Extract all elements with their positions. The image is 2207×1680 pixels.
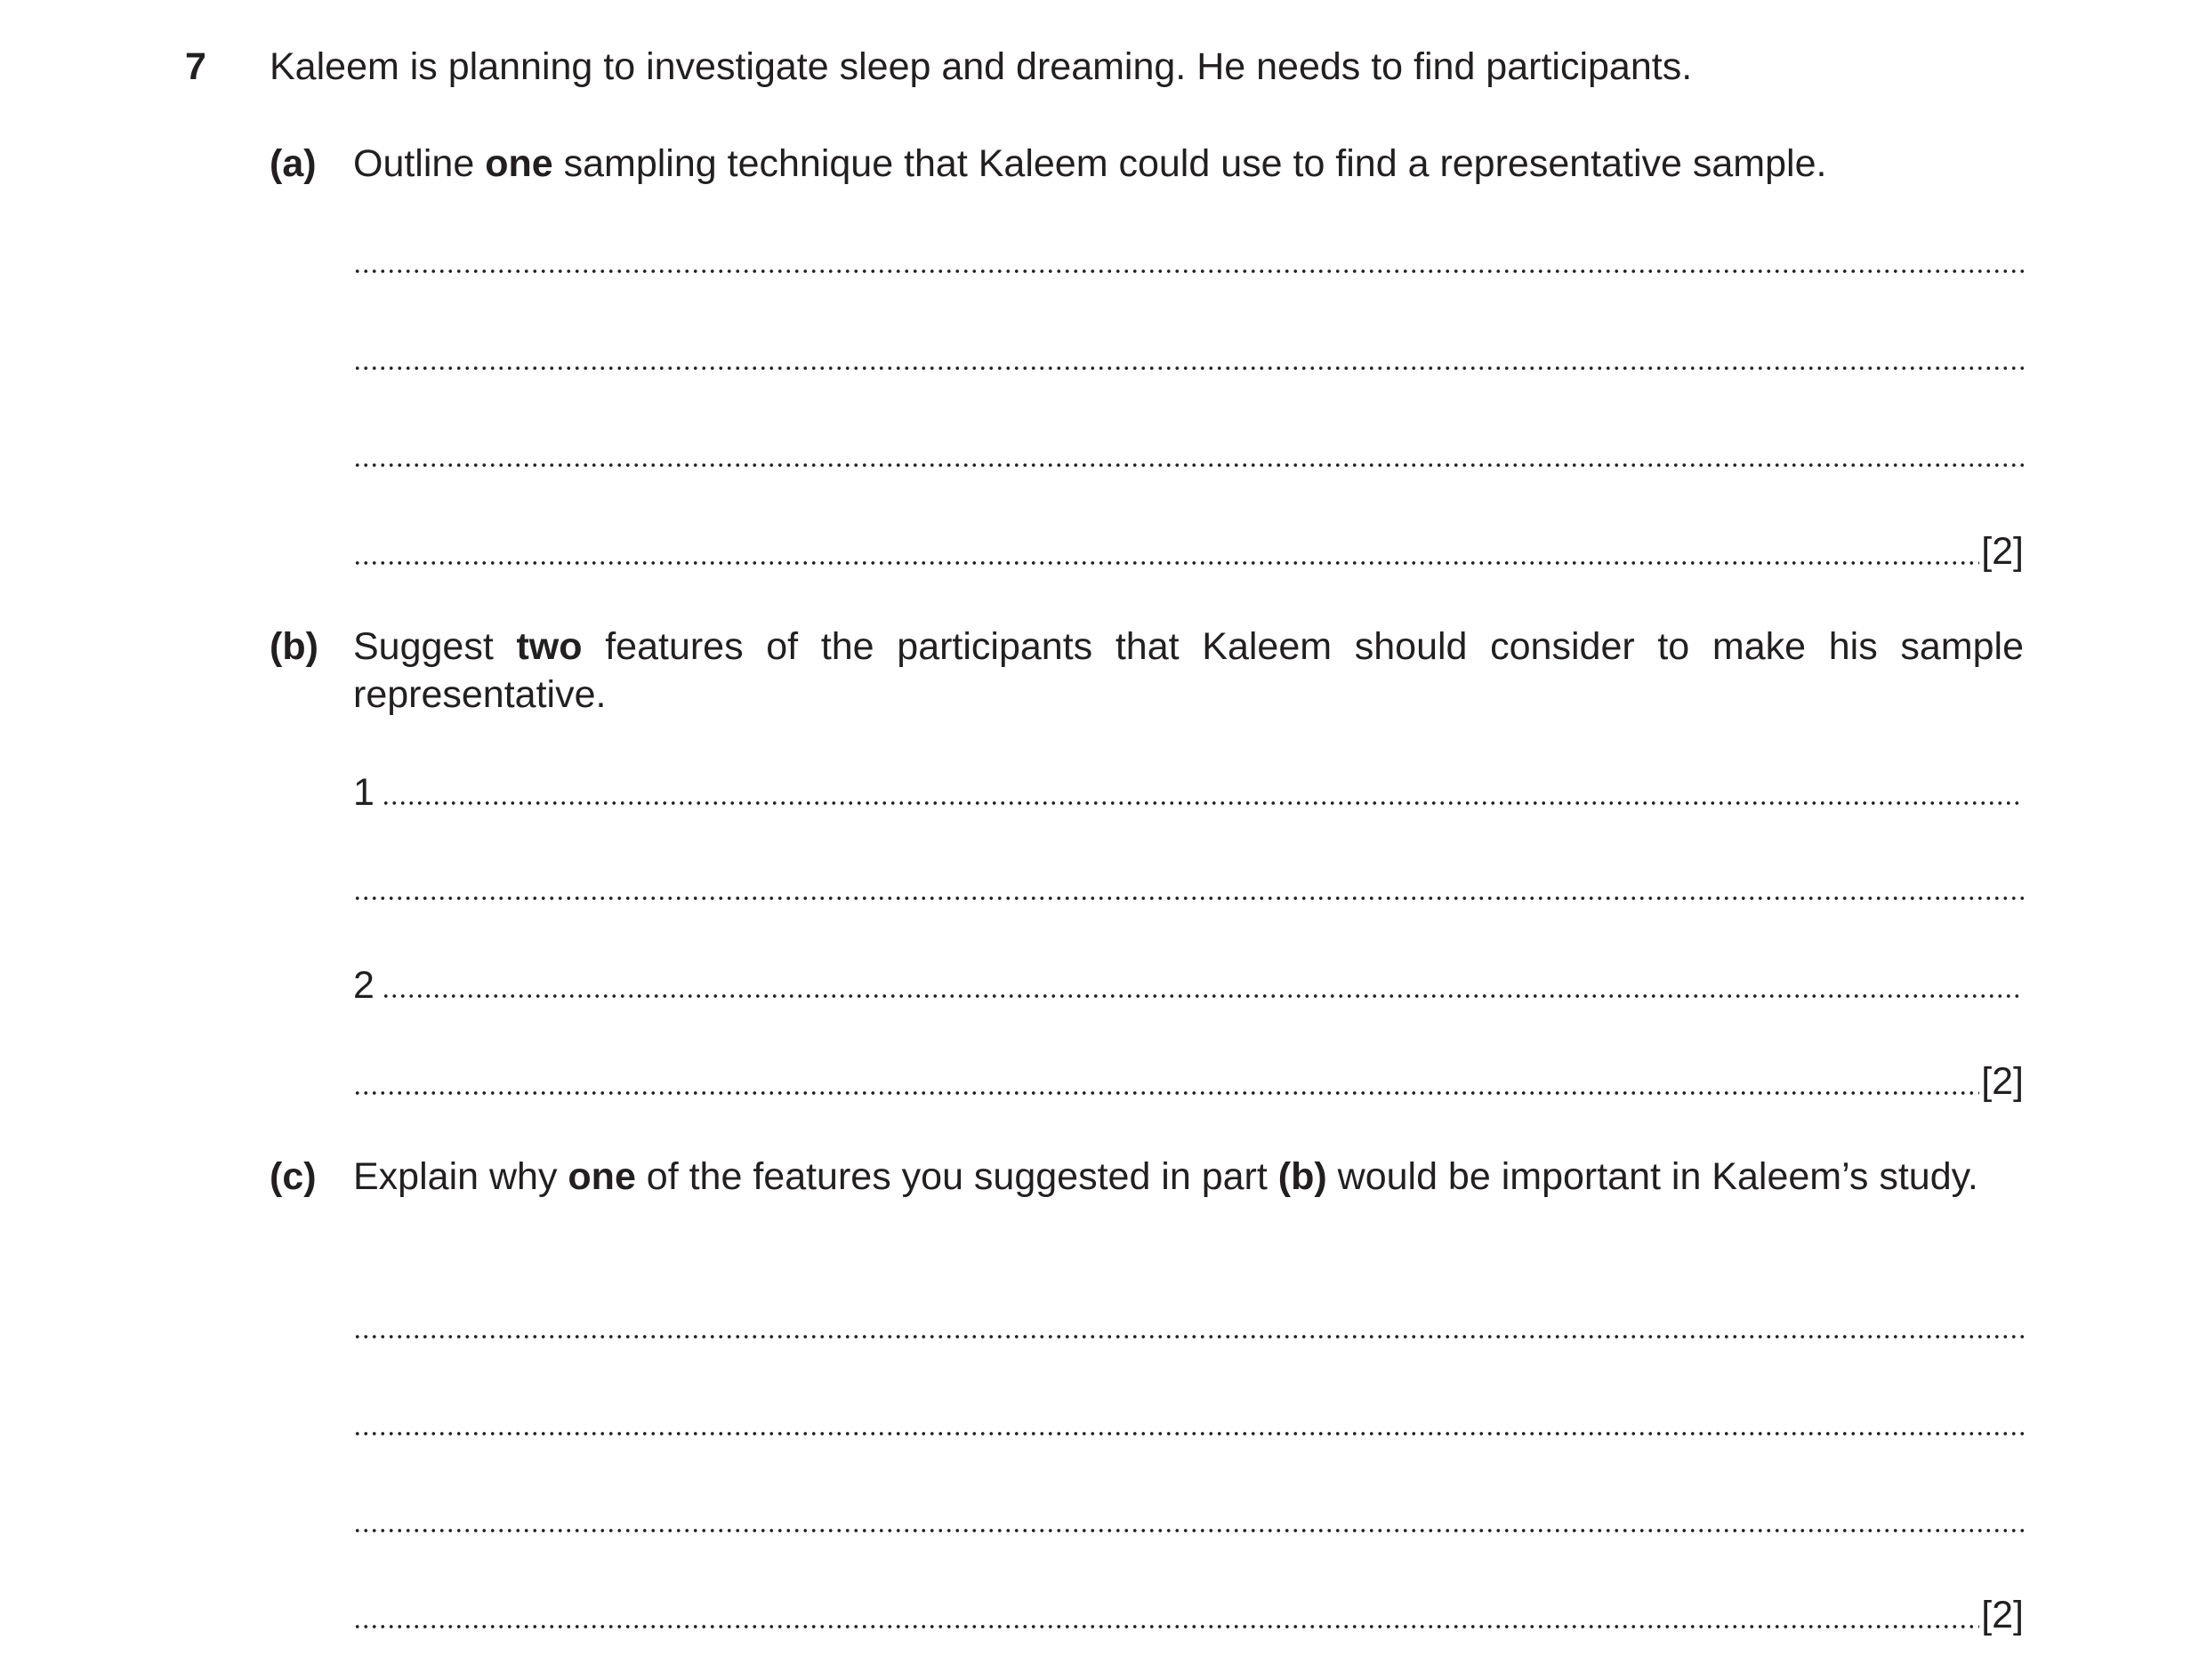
answer-line-c2[interactable] [353,1431,2024,1436]
part-c-marks: [2] [1981,1594,2024,1636]
answer-line-a2[interactable] [353,366,2024,371]
answer-line-c4[interactable] [353,1624,1979,1629]
answer-line-a1[interactable] [353,269,2024,274]
answer-line-a4[interactable] [353,560,1979,566]
item-number-1: 1 [353,771,375,814]
part-a-marks: [2] [1981,530,2024,573]
answer-line-b2[interactable] [353,896,2024,901]
part-a-prompt: Outline one sampling technique that Kaleem could use to find a representative sample. [353,142,1827,185]
answer-line-c3[interactable] [353,1528,2024,1533]
answer-item-1 [353,768,375,816]
item-number-2: 2 [353,964,375,1007]
part-b-marks: [2] [1981,1060,2024,1103]
part-a-label: (a) [270,142,317,185]
answer-line-b1[interactable] [382,800,2024,806]
part-c-prompt: Explain why one of the features you suggested in part (b) would be important in Kaleem’s study. [353,1155,1978,1198]
question-stem: Kaleem is planning to investigate sleep and dreaming. He needs to find participants. [270,45,1693,88]
part-c-label: (c) [270,1155,317,1198]
answer-line-b3[interactable] [382,993,2024,999]
answer-line-b4[interactable] [353,1090,1979,1096]
answer-item-2 [353,961,375,1009]
part-b-label: (b) [270,625,318,668]
answer-line-c1[interactable] [353,1334,2024,1339]
answer-line-a3[interactable] [353,462,2024,468]
part-b-prompt: Suggest two features of the participants that Kaleem should consider to make his sample representative. [353,625,2025,716]
question-number: 7 [185,45,206,88]
